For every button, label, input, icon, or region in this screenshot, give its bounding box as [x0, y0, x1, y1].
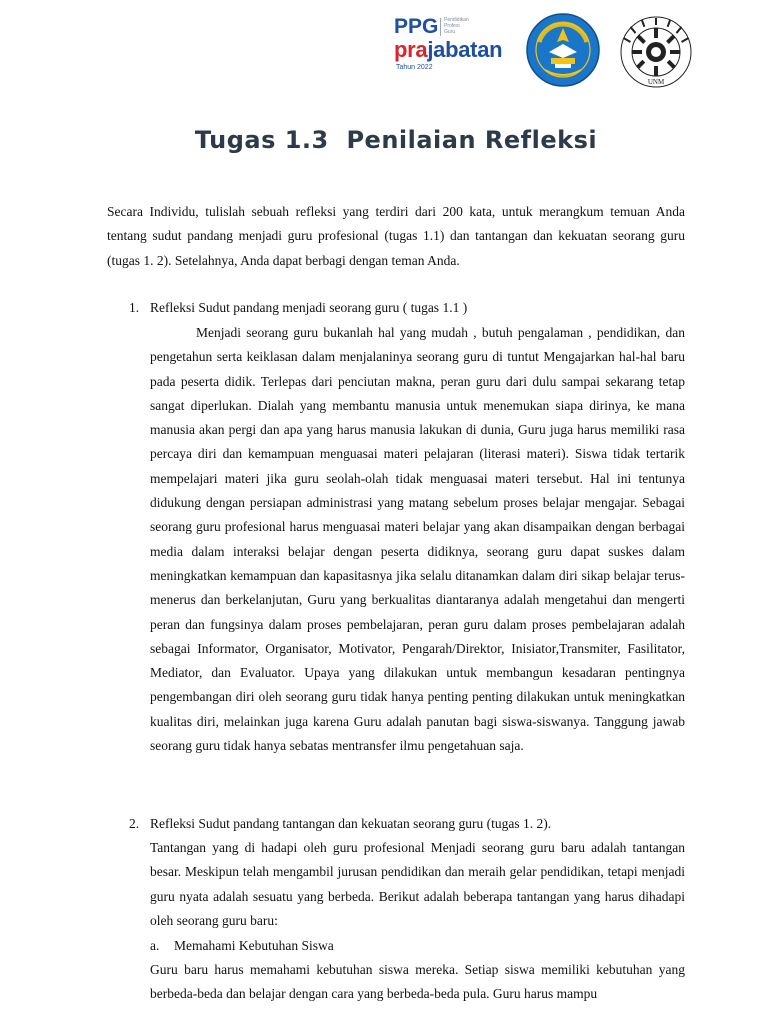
- page-title: Tugas 1.3 Penilaian Refleksi: [194, 126, 598, 154]
- unm-logo-abbr: UNM: [647, 78, 665, 86]
- ppg-logo-ppg-text: PPG: [394, 15, 439, 38]
- ppg-prajabatan-logo: [394, 16, 514, 78]
- subitem-a-heading: Memahami Kebutuhan Siswa: [174, 938, 334, 953]
- ppg-logo-small-text: Pendidikan Profesi Guru: [444, 17, 469, 35]
- item-1-number: 1.: [129, 300, 140, 315]
- item-1-heading: Refleksi Sudut pandang menjadi seorang guru ( tugas 1.1 ): [150, 300, 468, 315]
- subitem-a-heading-row: [150, 934, 334, 958]
- item-1-body: Menjadi seorang guru bukanlah hal yang mudah , butuh pengalaman , pendidikan, dan pengetahun serta keiklasan dalam menjalaninya seorang guru di tuntut Mengajarkan hal-hal baru pada peserta didik. Terlepas dari penciutan makna, peran guru dari dulu sampai sekarang tetap sangat diperlukan. Dialah yang membantu manusia untuk menemukan siapa dirinya, ke mana manusia akan pergi dan apa yang harus manusia lakukan di dunia, Guru juga harus memiliki rasa percaya diri dan kemampuan menguasai materi pelajaran (literasi materi). Siswa tidak tertarik mempelajari materi jika guru seolah-olah tidak menguasai materi tersebut. Hal ini tentunya didukung dengan persiapan administrasi yang matang sebelum proses belajar mengajar. Sebagai seorang guru profesional harus menguasai materi belajar yang akan disampaikan dengan berbagai media dalam interaksi belajar dengan peserta didiknya, seorang guru dapat suskes dalam meningkatkan kemampuan dan kapasitasnya jika selalu ditanamkan dalam diri sikap belajar terus-menerus dan berkelanjutan, Guru yang berkualitas diantaranya adalah mengetahui dan mengerti peran dan fungsinya dalam proses pembelajaran, peran guru dalam proses pembelajaran adalah sebagai Informator, Organisator, Motivator, Pengarah/Direktor, Inisiator,Transmiter, Fasilitator, Mediator, dan Evaluator. Upaya yang dilakukan untuk membangun kesadaran pentingnya pengembangan diri oleh seorang guru tidak hanya penting penting dilakukan untuk meningkatkan kualitas diri, melainkan juga karena Guru adalah panutan bagi siswa-siswanya. Tanggung jawab seorang guru tidak hanya sebatas mentransfer ilmu pengetahuan saja.: [150, 325, 685, 754]
- kemdikbud-tut-wuri-logo: [525, 12, 601, 88]
- unm-university-logo: [618, 14, 694, 90]
- item-2-body: Tantangan yang di hadapi oleh guru profesional Menjadi seorang guru baru adalah tantangan besar. Meskipun telah mengambil jurusan pendidikan dan meraih gelar pendidikan, tetapi menjadi guru nyata adalah sesuatu yang berbeda. Berikut adalah beberapa tantangan yang harus dihadapi oleh seorang guru baru:: [150, 840, 685, 928]
- ppg-logo-year: Tahun 2022: [396, 64, 433, 71]
- subitem-a-body: Guru baru harus memahami kebutuhan siswa mereka. Setiap siswa memiliki kebutuhan yang berbeda-beda dan belajar dengan cara yang berbeda-beda pula. Guru harus mampu: [150, 962, 685, 1002]
- intro-paragraph: Secara Individu, tulislah sebuah refleksi yang terdiri dari 200 kata, untuk merangkum temuan Anda tentang sudut pandang menjadi guru profesional (tugas 1.1) dan tantangan dan kekuatan seorang guru (tugas 1. 2). Setelahnya, Anda dapat berbagi dengan teman Anda.: [107, 204, 685, 268]
- item-2-number: 2.: [129, 816, 140, 831]
- subitem-a-letter: a.: [150, 938, 160, 953]
- ppg-logo-prajabatan: [394, 38, 502, 62]
- item-2-heading: Refleksi Sudut pandang tantangan dan kekuatan seorang guru (tugas 1. 2).: [150, 816, 552, 831]
- ppg-logo-divider: [440, 18, 441, 36]
- ppg-logo-jabatan: jabatan: [427, 37, 503, 62]
- ppg-logo-pra: pra: [394, 37, 428, 62]
